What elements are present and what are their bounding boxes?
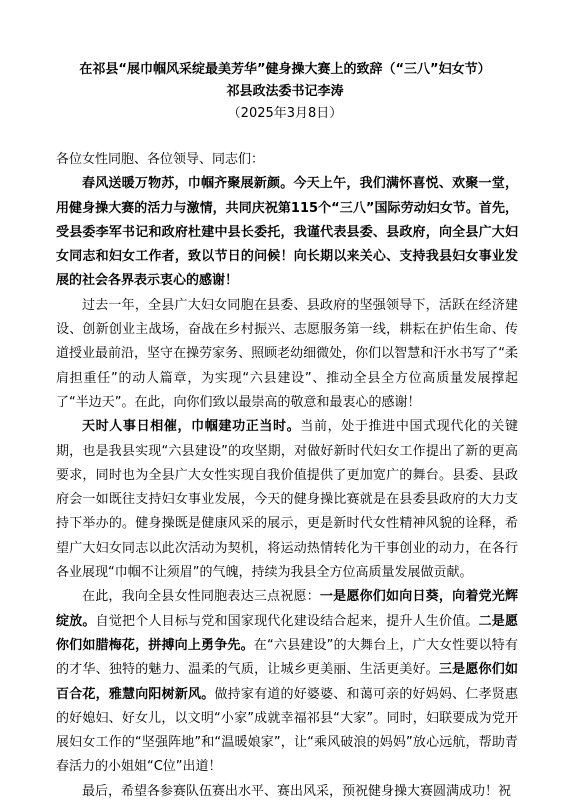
text-run: 过去一年，全县广大妇女同胞在县委、县政府的坚强领导下，活跃在经济建设、创新创业主战场，奋战在乡村振兴、志愿服务第一线，耕耘在护佑生命、传道授业最前沿，坚守在操劳家务、照顾老幼细微处，你们以智慧和汗水书写了“柔肩担重任”的动人篇章，为实现“六县建设”、推动全县全方位高质量发展撑起了“半边天”。在此，向你们致以最崇高的敬意和最衷心的感谢！: [56, 297, 518, 410]
document-header: [0, 59, 570, 125]
paragraph-current-period: [56, 415, 518, 585]
text-run: 天时人事日相催，巾帼建功正当时。: [82, 419, 301, 435]
salutation: 各位女性同胞、各位领导、同志们：: [56, 152, 265, 167]
paragraph-past-year: [56, 294, 518, 415]
text-run: 三是愿你们如百合花，雅慧向阳树新风。: [56, 662, 518, 702]
text-run: 最后，希望各参赛队伍赛出水平、赛出风采，预祝健身操大赛圆满成功！祝: [82, 783, 512, 799]
author-line: 祁县政法委书记李涛: [226, 84, 344, 99]
text-run: 做持家有道的好婆婆、和蔼可亲的好妈妈、仁孝贤惠的好媳妇、好女儿，以文明“小家”成就幸福祁县“大家”。同时，妇联要成为党开展妇女工作的“坚强阵地”和“温暖娘家”，让“乘风破浪的妈妈”放心远航，帮助青春活力的小姐姐“C位”出道！: [56, 686, 518, 775]
text-run: 一是愿你们如向日葵，向着党光辉绽放。: [56, 589, 518, 629]
date-line: （2025年3月8日）: [227, 106, 343, 121]
text-run: 在此，我向全县女性同胞表达三点祝愿：: [82, 589, 320, 605]
paragraph-opening: [56, 172, 518, 293]
paragraph-three-wishes: [56, 585, 518, 779]
paragraph-closing: [56, 780, 518, 804]
text-run: 自觉把个人目标与党和国家现代化建设结合起来，提升人生价值。: [95, 613, 479, 629]
text-run: 在“六县建设”的大舞台上，广大女性要以特有的才华、独特的魅力、温柔的气质，让城乡更美丽、生活更美好。: [56, 637, 518, 678]
document-body: [56, 148, 518, 804]
text-run: 二是愿你们如腊梅花，拼搏向上勇争先。: [56, 613, 518, 653]
document-title: 在祁县“展巾帼风采绽最美芳华”健身操大赛上的致辞（“三八”妇女节）: [79, 62, 491, 77]
text-run: 当前，处于推进中国式现代化的关键期，也是我县实现“六县建设”的攻坚期，对做好新时代妇女工作提出了新的更高要求，同时也为全县广大女性实现自我价值提供了更加宽广的舞台。县委、县政府会一如既往支持妇女事业发展，今天的健身操比赛就是在县委县政府的大力支持下举办的。健身操既是健康风采的展示，更是新时代女性精神风貌的诠释，希望广大妇女同志以此次活动为契机，将运动热情转化为干事创业的动力，在各行各业展现“巾帼不让须眉”的气魄，持续为我县全方位高质量发展做贡献。: [56, 419, 518, 581]
text-run: 春风送暖万物苏，巾帼齐聚展新颜。今天上午，我们满怀喜悦、欢聚一堂，用健身操大赛的活力与激情，共同庆祝第115个“三八”国际劳动妇女节。首先，受县委李军书记和政府杜建中县长委托，我谨代表县委、县政府，向全县广大妇女同志和妇女工作者，致以节日的问候！向长期以来关心、支持我县妇女事业发展的社会各界表示衷心的感谢！: [56, 176, 518, 289]
